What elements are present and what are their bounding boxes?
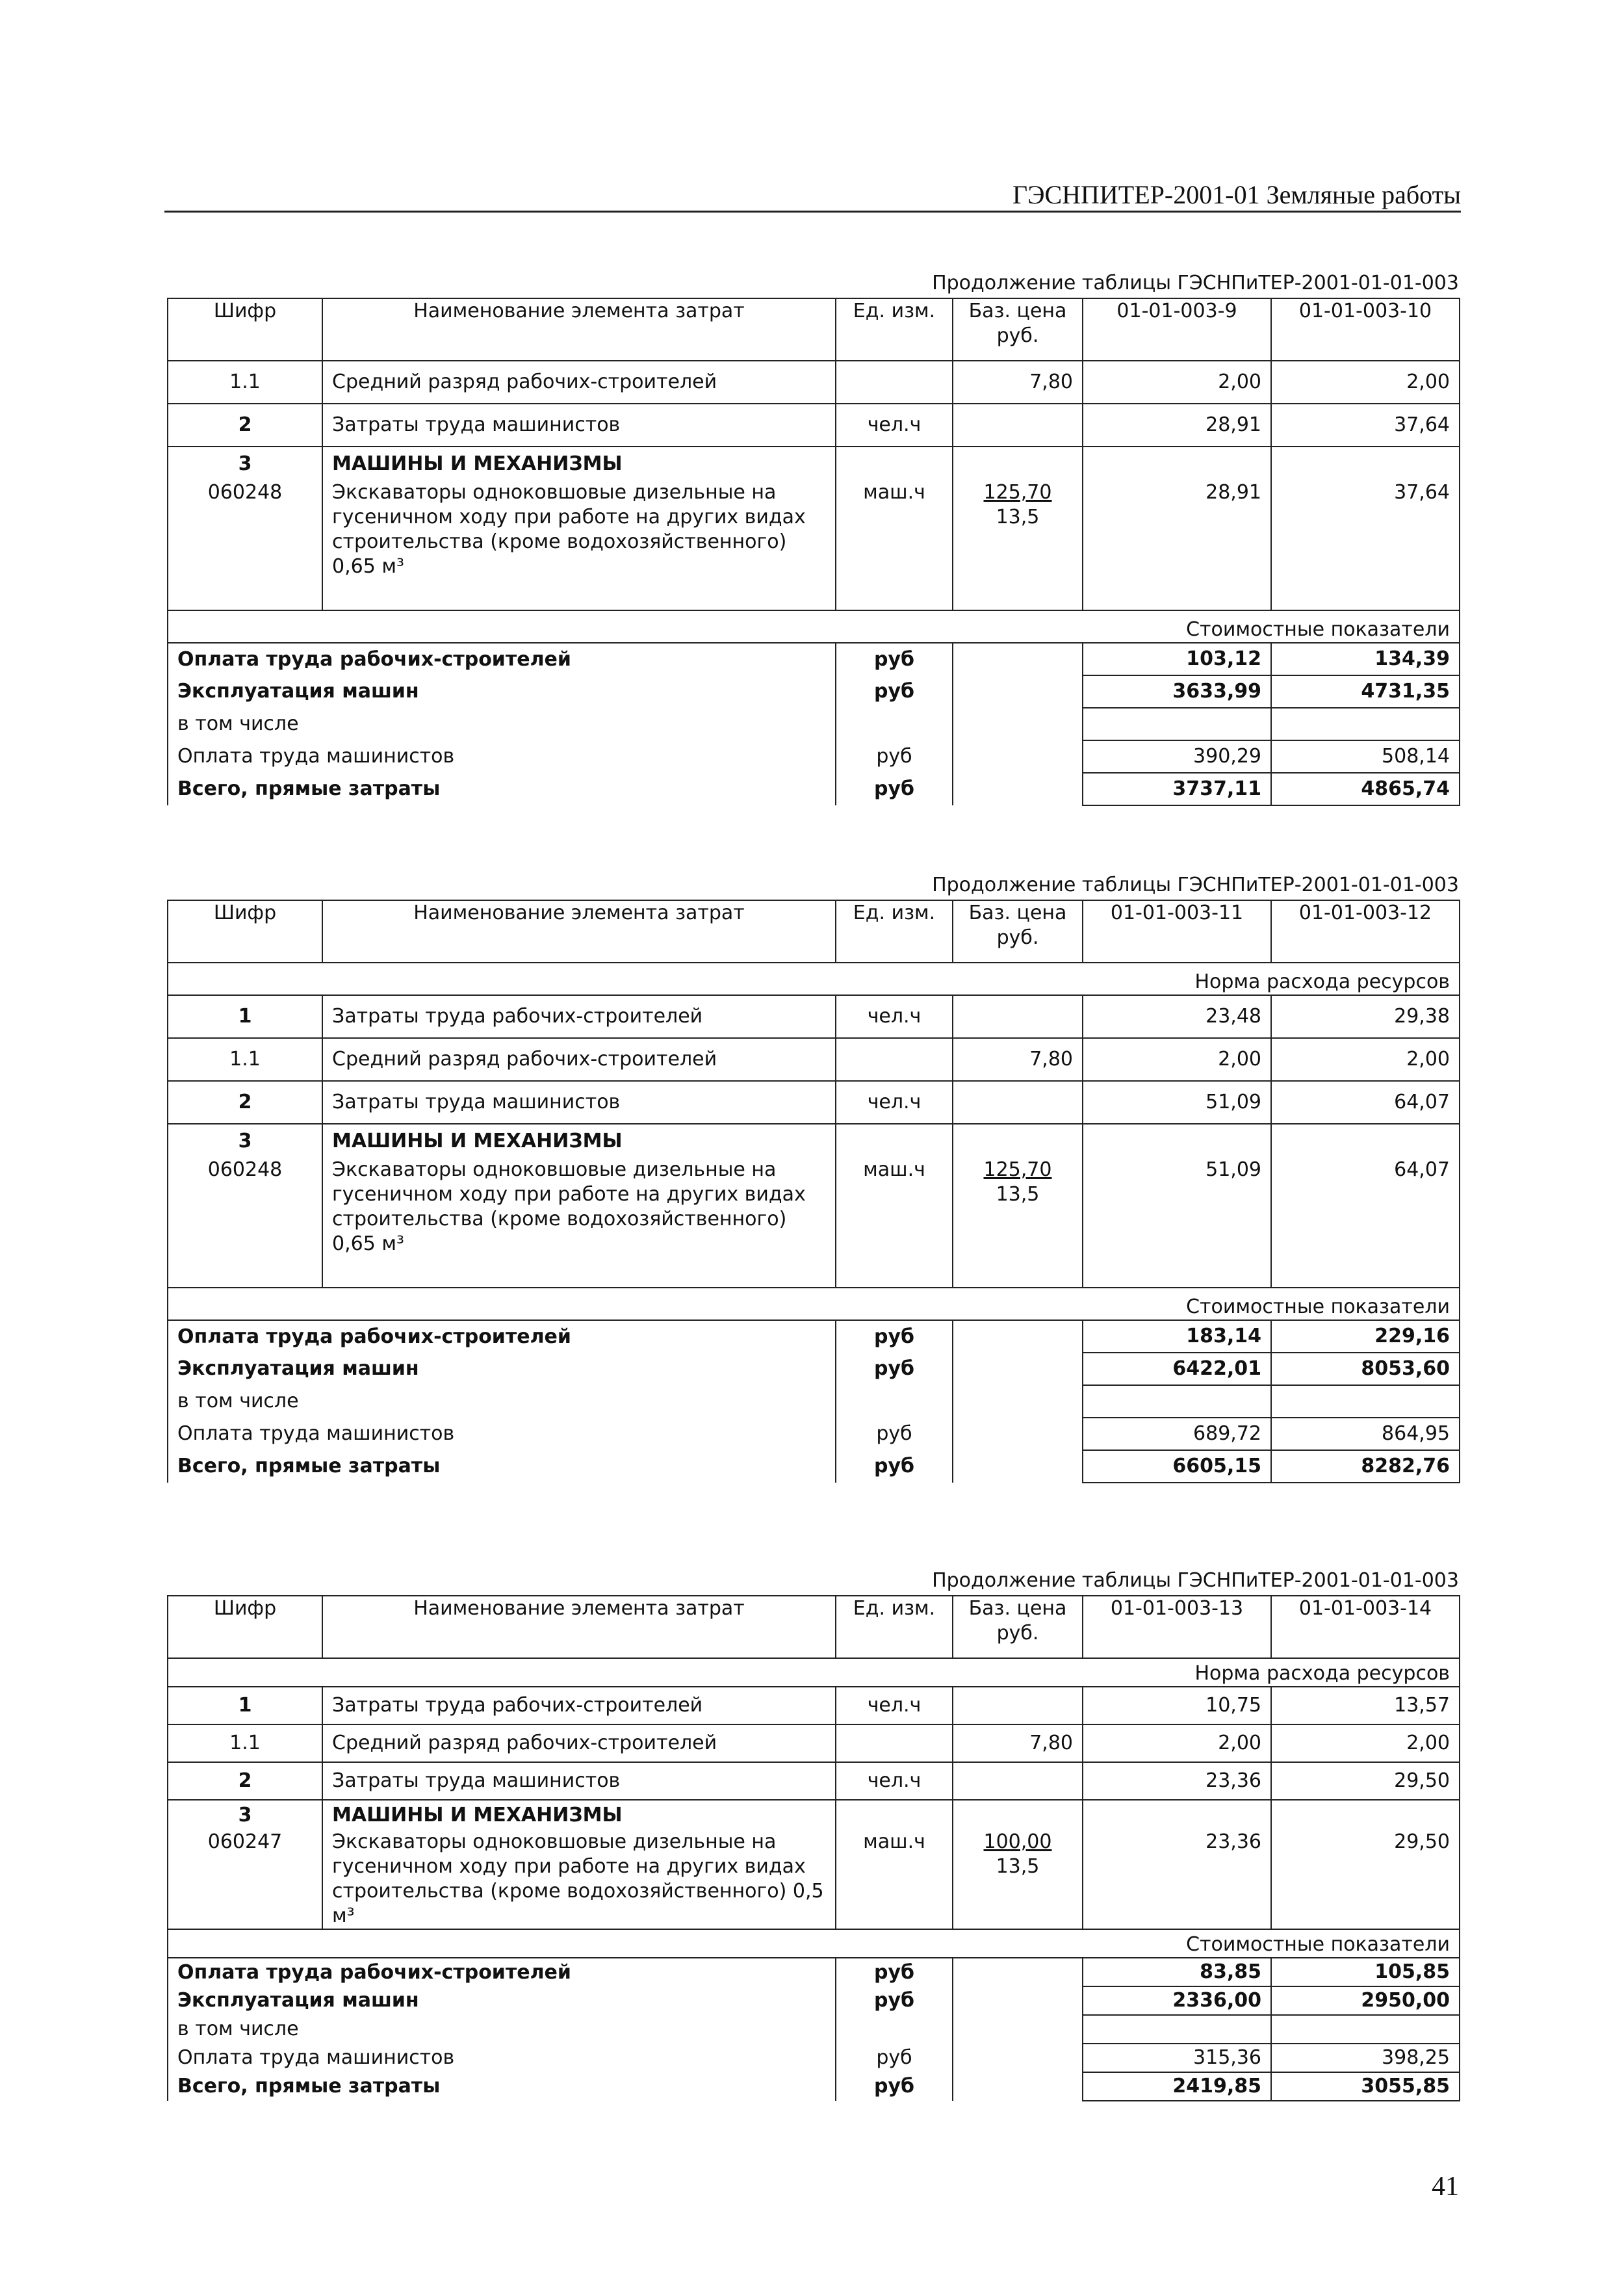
machine-price bbox=[953, 480, 1083, 610]
section-code: 3 bbox=[168, 1800, 322, 1830]
cost-row bbox=[168, 1418, 1460, 1450]
header-column-2: 01-01-003-14 bbox=[1271, 1596, 1460, 1658]
machine-code: 060248 bbox=[168, 1158, 322, 1288]
row-name: Средний разряд рабочих-строителей bbox=[322, 361, 836, 404]
row-code: 1 bbox=[168, 1687, 322, 1724]
table-row bbox=[168, 404, 1460, 447]
cost-value-1: 83,85 bbox=[1083, 1958, 1271, 1986]
row-price: 7,80 bbox=[953, 361, 1083, 404]
header-unit: Ед. изм. bbox=[836, 1596, 953, 1658]
row-value-2: 64,07 bbox=[1271, 1081, 1460, 1124]
cost-label: Всего, прямые затраты bbox=[168, 773, 836, 805]
row-value-2: 2,00 bbox=[1271, 361, 1460, 404]
machine-price bbox=[953, 1830, 1083, 1929]
machine-price-base: 125,70 bbox=[983, 1158, 1052, 1181]
cost-row bbox=[168, 1385, 1460, 1418]
cost-row bbox=[168, 2044, 1460, 2072]
header-column-1: 01-01-003-13 bbox=[1083, 1596, 1271, 1658]
header-unit: Ед. изм. bbox=[836, 298, 953, 361]
row-unit: чел.ч bbox=[836, 1081, 953, 1124]
section-unit-empty bbox=[836, 447, 953, 480]
header-price: Баз. цена руб. bbox=[953, 1596, 1083, 1658]
row-price bbox=[953, 404, 1083, 447]
cost-unit: руб bbox=[836, 2072, 953, 2101]
cost-label: Эксплуатация машин bbox=[168, 1353, 836, 1385]
cost-heading: Стоимостные показатели bbox=[168, 1929, 1460, 1958]
row-code: 1.1 bbox=[168, 1038, 322, 1081]
cost-unit: руб bbox=[836, 1986, 953, 2015]
cost-value-2: 3055,85 bbox=[1271, 2072, 1460, 2101]
row-code: 1.1 bbox=[168, 1724, 322, 1762]
header-column-1: 01-01-003-11 bbox=[1083, 900, 1271, 963]
cost-value-2: 4865,74 bbox=[1271, 773, 1460, 805]
resource-table-block bbox=[167, 269, 1459, 806]
cost-row bbox=[168, 2072, 1460, 2101]
norm-heading-row bbox=[168, 963, 1460, 995]
header-code: Шифр bbox=[168, 1596, 322, 1658]
row-name: Затраты труда машинистов bbox=[322, 1081, 836, 1124]
header-name: Наименование элемента затрат bbox=[322, 1596, 836, 1658]
machine-code: 060248 bbox=[168, 480, 322, 610]
row-unit bbox=[836, 1038, 953, 1081]
section-code: 3 bbox=[168, 447, 322, 480]
row-code: 2 bbox=[168, 1081, 322, 1124]
header-unit: Ед. изм. bbox=[836, 900, 953, 963]
cost-price-empty bbox=[953, 2044, 1083, 2072]
cost-value-2: 508,14 bbox=[1271, 740, 1460, 773]
cost-label: Оплата труда машинистов bbox=[168, 740, 836, 773]
cost-value-1: 3737,11 bbox=[1083, 773, 1271, 805]
cost-value-1 bbox=[1083, 1385, 1271, 1418]
cost-value-2: 864,95 bbox=[1271, 1418, 1460, 1450]
cost-unit: руб bbox=[836, 675, 953, 708]
machine-value-2: 29,50 bbox=[1271, 1830, 1460, 1929]
cost-row bbox=[168, 1450, 1460, 1483]
row-price bbox=[953, 1762, 1083, 1800]
table-row bbox=[168, 1081, 1460, 1124]
cost-label: в том числе bbox=[168, 1385, 836, 1418]
cost-row bbox=[168, 1320, 1460, 1353]
header-code: Шифр bbox=[168, 298, 322, 361]
table-caption: Продолжение таблицы ГЭСНПиТЕР-2001-01-01-003 bbox=[932, 874, 1459, 896]
row-code: 2 bbox=[168, 404, 322, 447]
row-unit: чел.ч bbox=[836, 995, 953, 1038]
cost-label: Оплата труда рабочих-строителей bbox=[168, 643, 836, 675]
row-name: Затраты труда рабочих-строителей bbox=[322, 1687, 836, 1724]
row-value-1: 10,75 bbox=[1083, 1687, 1271, 1724]
row-value-1: 51,09 bbox=[1083, 1081, 1271, 1124]
row-name: Средний разряд рабочих-строителей bbox=[322, 1038, 836, 1081]
cost-value-1: 2419,85 bbox=[1083, 2072, 1271, 2101]
cost-value-1: 183,14 bbox=[1083, 1320, 1271, 1353]
norm-heading: Норма расхода ресурсов bbox=[168, 1658, 1460, 1687]
header-column-2: 01-01-003-12 bbox=[1271, 900, 1460, 963]
cost-value-2: 398,25 bbox=[1271, 2044, 1460, 2072]
row-code: 2 bbox=[168, 1762, 322, 1800]
cost-value-2: 8053,60 bbox=[1271, 1353, 1460, 1385]
norm-heading: Норма расхода ресурсов bbox=[168, 963, 1460, 995]
cost-row bbox=[168, 708, 1460, 740]
table-row bbox=[168, 1724, 1460, 1762]
cost-label: Эксплуатация машин bbox=[168, 1986, 836, 2015]
table-caption: Продолжение таблицы ГЭСНПиТЕР-2001-01-01-003 bbox=[932, 272, 1459, 294]
machine-value-1: 51,09 bbox=[1083, 1158, 1271, 1288]
resource-table-block bbox=[167, 871, 1459, 1483]
cost-value-1: 6422,01 bbox=[1083, 1353, 1271, 1385]
machine-price bbox=[953, 1158, 1083, 1288]
cost-price-empty bbox=[953, 708, 1083, 740]
machine-price-coefficient: 13,5 bbox=[996, 506, 1040, 528]
row-value-2: 2,00 bbox=[1271, 1038, 1460, 1081]
machine-unit: маш.ч bbox=[836, 480, 953, 610]
row-unit: чел.ч bbox=[836, 1762, 953, 1800]
machine-row bbox=[168, 1830, 1460, 1929]
norm-heading-row bbox=[168, 1658, 1460, 1687]
cost-label: Оплата труда рабочих-строителей bbox=[168, 1958, 836, 1986]
row-value-2: 29,50 bbox=[1271, 1762, 1460, 1800]
row-unit bbox=[836, 361, 953, 404]
machine-value-2: 64,07 bbox=[1271, 1158, 1460, 1288]
section-value-2-empty bbox=[1271, 1800, 1460, 1830]
cost-value-1 bbox=[1083, 2015, 1271, 2044]
row-value-2: 2,00 bbox=[1271, 1724, 1460, 1762]
cost-value-2: 8282,76 bbox=[1271, 1450, 1460, 1483]
section-row bbox=[168, 1124, 1460, 1158]
header-name: Наименование элемента затрат bbox=[322, 900, 836, 963]
running-header: ГЭСНПИТЕР-2001-01 Земляные работы bbox=[1012, 180, 1461, 209]
machine-row bbox=[168, 480, 1460, 610]
cost-price-empty bbox=[953, 2072, 1083, 2101]
row-code: 1 bbox=[168, 995, 322, 1038]
row-value-1: 28,91 bbox=[1083, 404, 1271, 447]
cost-price-empty bbox=[953, 1958, 1083, 1986]
section-code: 3 bbox=[168, 1124, 322, 1158]
cost-value-2: 4731,35 bbox=[1271, 675, 1460, 708]
table-header-row bbox=[168, 1596, 1460, 1658]
row-value-1: 2,00 bbox=[1083, 1038, 1271, 1081]
cost-value-1: 3633,99 bbox=[1083, 675, 1271, 708]
machine-value-2: 37,64 bbox=[1271, 480, 1460, 610]
row-name: Затраты труда машинистов bbox=[322, 1762, 836, 1800]
section-price-empty bbox=[953, 1800, 1083, 1830]
machine-code: 060247 bbox=[168, 1830, 322, 1929]
row-name: Средний разряд рабочих-строителей bbox=[322, 1724, 836, 1762]
cost-label: в том числе bbox=[168, 708, 836, 740]
cost-value-2 bbox=[1271, 1385, 1460, 1418]
cost-unit: руб bbox=[836, 643, 953, 675]
row-name: Затраты труда машинистов bbox=[322, 404, 836, 447]
cost-price-empty bbox=[953, 1320, 1083, 1353]
section-value-1-empty bbox=[1083, 447, 1271, 480]
header-code: Шифр bbox=[168, 900, 322, 963]
cost-heading-row bbox=[168, 610, 1460, 643]
cost-label: Всего, прямые затраты bbox=[168, 1450, 836, 1483]
section-price-empty bbox=[953, 1124, 1083, 1158]
section-unit-empty bbox=[836, 1124, 953, 1158]
cost-price-empty bbox=[953, 1385, 1083, 1418]
cost-unit: руб bbox=[836, 1320, 953, 1353]
machine-name: Экскаваторы одноковшовые дизельные на гусеничном ходу при работе на других видах строительства (кроме водохозяйственного) 0,65 м³ bbox=[322, 480, 836, 610]
header-name: Наименование элемента затрат bbox=[322, 298, 836, 361]
table-header-row bbox=[168, 298, 1460, 361]
cost-unit: руб bbox=[836, 2044, 953, 2072]
cost-unit: руб bbox=[836, 1450, 953, 1483]
cost-unit: руб bbox=[836, 1418, 953, 1450]
row-value-1: 23,48 bbox=[1083, 995, 1271, 1038]
table-row bbox=[168, 1038, 1460, 1081]
cost-value-1 bbox=[1083, 708, 1271, 740]
row-name: Затраты труда рабочих-строителей bbox=[322, 995, 836, 1038]
row-price bbox=[953, 1081, 1083, 1124]
machine-price-coefficient: 13,5 bbox=[996, 1183, 1040, 1206]
cost-row bbox=[168, 2015, 1460, 2044]
cost-row bbox=[168, 773, 1460, 805]
table-row bbox=[168, 995, 1460, 1038]
machine-price-base: 125,70 bbox=[983, 481, 1052, 504]
cost-heading-row bbox=[168, 1929, 1460, 1958]
cost-value-2: 229,16 bbox=[1271, 1320, 1460, 1353]
machine-unit: маш.ч bbox=[836, 1830, 953, 1929]
cost-price-empty bbox=[953, 773, 1083, 805]
machine-price-base: 100,00 bbox=[983, 1830, 1052, 1853]
cost-value-2: 2950,00 bbox=[1271, 1986, 1460, 2015]
cost-row bbox=[168, 1986, 1460, 2015]
row-price bbox=[953, 1687, 1083, 1724]
resource-table bbox=[167, 1595, 1460, 2101]
cost-unit: руб bbox=[836, 773, 953, 805]
cost-value-2 bbox=[1271, 2015, 1460, 2044]
cost-heading: Стоимостные показатели bbox=[168, 1288, 1460, 1320]
table-row bbox=[168, 1687, 1460, 1724]
cost-price-empty bbox=[953, 740, 1083, 773]
cost-price-empty bbox=[953, 1986, 1083, 2015]
cost-value-2: 134,39 bbox=[1271, 643, 1460, 675]
section-name: МАШИНЫ И МЕХАНИЗМЫ bbox=[322, 1800, 836, 1830]
resource-table bbox=[167, 900, 1460, 1483]
row-unit bbox=[836, 1724, 953, 1762]
header-price: Баз. цена руб. bbox=[953, 298, 1083, 361]
page-number: 41 bbox=[1432, 2172, 1459, 2202]
cost-row bbox=[168, 1353, 1460, 1385]
cost-value-2: 105,85 bbox=[1271, 1958, 1460, 1986]
header-price: Баз. цена руб. bbox=[953, 900, 1083, 963]
cost-unit: руб bbox=[836, 1353, 953, 1385]
cost-value-1: 689,72 bbox=[1083, 1418, 1271, 1450]
row-value-1: 2,00 bbox=[1083, 361, 1271, 404]
machine-name: Экскаваторы одноковшовые дизельные на гусеничном ходу при работе на других видах строительства (кроме водохозяйственного) 0,65 м³ bbox=[322, 1158, 836, 1288]
table-header-row bbox=[168, 900, 1460, 963]
row-price: 7,80 bbox=[953, 1038, 1083, 1081]
row-price: 7,80 bbox=[953, 1724, 1083, 1762]
row-value-2: 37,64 bbox=[1271, 404, 1460, 447]
cost-value-1: 2336,00 bbox=[1083, 1986, 1271, 2015]
machine-value-1: 23,36 bbox=[1083, 1830, 1271, 1929]
header-column-1: 01-01-003-9 bbox=[1083, 298, 1271, 361]
cost-unit bbox=[836, 2015, 953, 2044]
cost-unit bbox=[836, 708, 953, 740]
row-unit: чел.ч bbox=[836, 404, 953, 447]
machine-price-coefficient: 13,5 bbox=[996, 1855, 1040, 1878]
section-value-1-empty bbox=[1083, 1800, 1271, 1830]
section-row bbox=[168, 1800, 1460, 1830]
row-value-1: 2,00 bbox=[1083, 1724, 1271, 1762]
cost-unit: руб bbox=[836, 1958, 953, 1986]
cost-label: Эксплуатация машин bbox=[168, 675, 836, 708]
cost-label: в том числе bbox=[168, 2015, 836, 2044]
header-rule bbox=[164, 211, 1461, 213]
cost-price-empty bbox=[953, 675, 1083, 708]
section-name: МАШИНЫ И МЕХАНИЗМЫ bbox=[322, 1124, 836, 1158]
cost-price-empty bbox=[953, 2015, 1083, 2044]
cost-price-empty bbox=[953, 1353, 1083, 1385]
machine-row bbox=[168, 1158, 1460, 1288]
cost-value-1: 390,29 bbox=[1083, 740, 1271, 773]
section-value-2-empty bbox=[1271, 447, 1460, 480]
row-value-1: 23,36 bbox=[1083, 1762, 1271, 1800]
cost-price-empty bbox=[953, 1450, 1083, 1483]
table-row bbox=[168, 361, 1460, 404]
cost-label: Оплата труда рабочих-строителей bbox=[168, 1320, 836, 1353]
section-unit-empty bbox=[836, 1800, 953, 1830]
cost-value-1: 6605,15 bbox=[1083, 1450, 1271, 1483]
cost-heading-row bbox=[168, 1288, 1460, 1320]
table-row bbox=[168, 1762, 1460, 1800]
machine-name: Экскаваторы одноковшовые дизельные на гусеничном ходу при работе на других видах строительства (кроме водохозяйственного) 0,5 м³ bbox=[322, 1830, 836, 1929]
row-price bbox=[953, 995, 1083, 1038]
section-row bbox=[168, 447, 1460, 480]
cost-row bbox=[168, 740, 1460, 773]
header-column-2: 01-01-003-10 bbox=[1271, 298, 1460, 361]
machine-unit: маш.ч bbox=[836, 1158, 953, 1288]
resource-table-block bbox=[167, 1566, 1459, 2101]
cost-price-empty bbox=[953, 643, 1083, 675]
cost-row bbox=[168, 675, 1460, 708]
resource-table bbox=[167, 298, 1460, 806]
section-name: МАШИНЫ И МЕХАНИЗМЫ bbox=[322, 447, 836, 480]
row-value-2: 29,38 bbox=[1271, 995, 1460, 1038]
cost-value-2 bbox=[1271, 708, 1460, 740]
row-unit: чел.ч bbox=[836, 1687, 953, 1724]
cost-value-1: 103,12 bbox=[1083, 643, 1271, 675]
cost-label: Оплата труда машинистов bbox=[168, 1418, 836, 1450]
section-value-2-empty bbox=[1271, 1124, 1460, 1158]
section-value-1-empty bbox=[1083, 1124, 1271, 1158]
row-code: 1.1 bbox=[168, 361, 322, 404]
cost-heading: Стоимостные показатели bbox=[168, 610, 1460, 643]
cost-price-empty bbox=[953, 1418, 1083, 1450]
cost-label: Оплата труда машинистов bbox=[168, 2044, 836, 2072]
machine-value-1: 28,91 bbox=[1083, 480, 1271, 610]
cost-label: Всего, прямые затраты bbox=[168, 2072, 836, 2101]
cost-unit bbox=[836, 1385, 953, 1418]
cost-row bbox=[168, 643, 1460, 675]
table-caption: Продолжение таблицы ГЭСНПиТЕР-2001-01-01-003 bbox=[932, 1569, 1459, 1592]
cost-unit: руб bbox=[836, 740, 953, 773]
row-value-2: 13,57 bbox=[1271, 1687, 1460, 1724]
section-price-empty bbox=[953, 447, 1083, 480]
cost-value-1: 315,36 bbox=[1083, 2044, 1271, 2072]
cost-row bbox=[168, 1958, 1460, 1986]
